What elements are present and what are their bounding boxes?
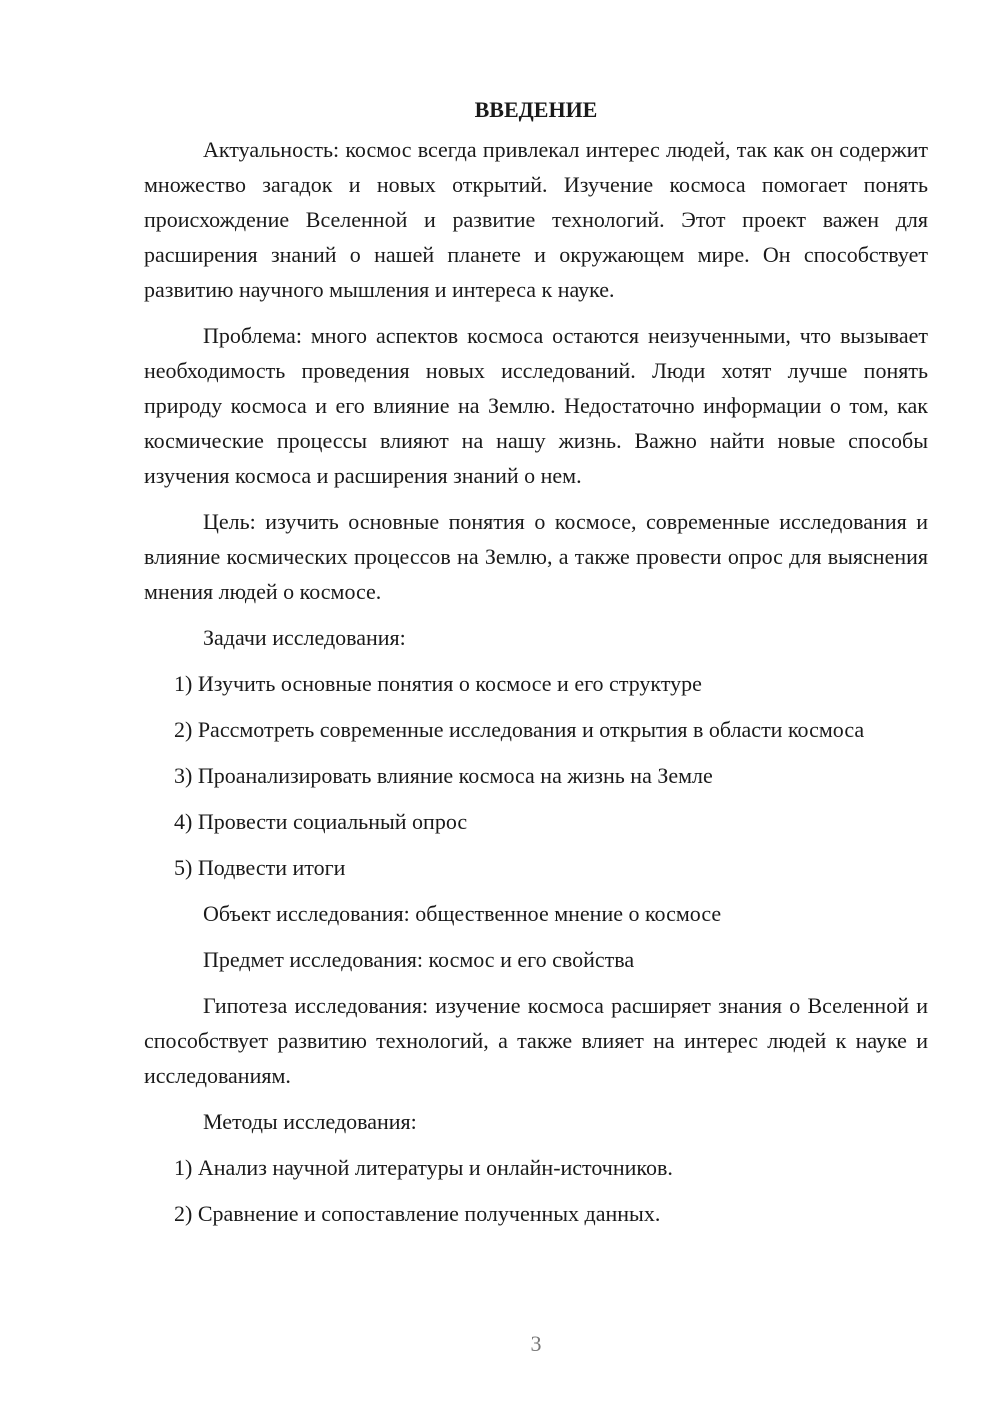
- page-number: 3: [530, 1331, 542, 1356]
- research-object: Объект исследования: общественное мнение о космосе: [203, 901, 722, 926]
- tasks-heading: Задачи исследования:: [203, 625, 406, 650]
- task-item-1: 1) Изучить основные понятия о космосе и его структуре: [174, 671, 702, 696]
- task-item-5: 5) Подвести итоги: [174, 855, 346, 880]
- research-subject: Предмет исследования: космос и его свойства: [203, 947, 635, 972]
- problem-paragraph: Проблема: много аспектов космоса остаются неизученными, что вызывает необходимость проведения новых исследований. Люди хотят лучше понять природу космоса и его влияние на Землю. Недостаточно информации о том, как космические процессы влияют на нашу жизнь. Важно найти новые способы изучения космоса и расширения знаний о нем.: [144, 323, 928, 488]
- relevance-paragraph: Актуальность: космос всегда привлекал интерес людей, так как он содержит множество загадок и новых открытий. Изучение космоса помогает понять происхождение Вселенной и развитие технологий. Этот проект важен для расширения знаний о нашей планете и окружающем мире. Он способствует развитию научного мышления и интереса к науке.: [144, 137, 928, 302]
- method-item-1: 1) Анализ научной литературы и онлайн-источников.: [174, 1155, 673, 1180]
- method-item-2: 2) Сравнение и сопоставление полученных данных.: [174, 1201, 661, 1226]
- hypothesis-paragraph: Гипотеза исследования: изучение космоса расширяет знания о Вселенной и способствует развитию технологий, а также влияет на интерес людей к науке и исследованиям.: [144, 993, 928, 1088]
- goal-paragraph: Цель: изучить основные понятия о космосе, современные исследования и влияние космических процессов на Землю, а также провести опрос для выяснения мнения людей о космосе.: [144, 509, 928, 604]
- task-item-3: 3) Проанализировать влияние космоса на жизнь на Земле: [174, 763, 713, 788]
- task-item-2: 2) Рассмотреть современные исследования и открытия в области космоса: [174, 717, 865, 742]
- methods-heading: Методы исследования:: [203, 1109, 417, 1134]
- section-title: ВВЕДЕНИЕ: [474, 97, 598, 122]
- task-item-4: 4) Провести социальный опрос: [174, 809, 468, 834]
- document-page: [144, 92, 928, 1242]
